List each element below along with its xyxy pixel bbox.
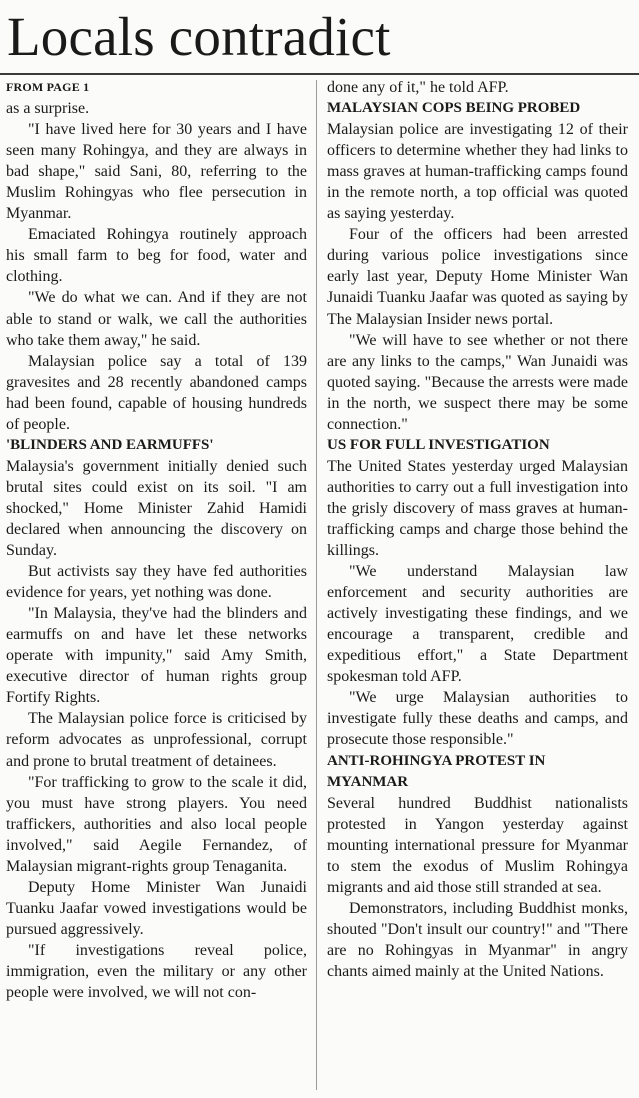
right-column [327,77,628,982]
right-paragraph: "We urge Malaysian authorities to investigate fully these deaths and camps, and prosecute those responsible." [327,689,628,749]
left-paragraph: Deputy Home Minister Wan Junaidi Tuanku Jaafar vowed investigations would be pursued aggressively. [6,878,307,938]
right-paragraph: "We will have to see whether or not there are any links to the camps," Wan Junaidi was quoted saying. "Because the arrests were made in the north, we suspect there may be some connection." [327,331,628,433]
right-subhead: ANTI-ROHINGYA PROTEST IN MYANMAR [327,752,546,790]
right-paragraph: Demonstrators, including Buddhist monks, shouted "Don't insult our country!" and "There are no Rohingyas in Myanmar" in angry chants aimed mainly at the United Nations. [327,899,628,980]
right-paragraph: Four of the officers had been arrested during various police investigations since early last year, Deputy Home Minister Wan Junaidi Tuanku Jaafar was quoted as saying by The Malaysian Insider news portal. [327,226,628,328]
left-paragraph: "For trafficking to grow to the scale it did, you must have strong players. You need traffickers, authorities and also local people involved," said Aegile Fernandez, of Malaysian migrant-rights group Tenaganita. [6,773,307,875]
left-paragraph: "If investigations reveal police, immigration, even the military or any other people were involved, we will not con- [6,941,307,1002]
left-paragraph: as a surprise. [6,100,90,118]
left-paragraph: Malaysia's government initially denied such brutal sites could exist on its soil. "I am shocked," Home Minister Zahid Hamidi declared when announcing the discovery on Sunday. [6,457,307,560]
left-paragraph: But activists say they have fed authorities evidence for years, yet nothing was done. [6,563,307,602]
kicker: FROM PAGE 1 [6,80,90,94]
left-column [6,77,307,1003]
left-column-body [6,98,307,1003]
headline: Locals contradict [7,6,391,67]
right-paragraph: done any of it," he told AFP. [327,79,509,96]
left-paragraph: "I have lived here for 30 years and I have seen many Rohingya, and they are always in bad shape," said Sani, 80, referring to the Muslim Rohingyas who flee persecution in Myanmar. [6,121,307,223]
left-paragraph: Malaysian police say a total of 139 gravesites and 28 recently abandoned camps had been found, capable of housing hundreds of people. [6,352,307,433]
right-subhead: MALAYSIAN COPS BEING PROBED [327,100,581,117]
right-column-body [327,77,628,982]
left-paragraph: The Malaysian police force is criticised by reform advocates as unprofessional, corrupt and prone to brutal treatment of detainees. [6,710,307,770]
left-paragraph: "In Malaysia, they've had the blinders and earmuffs on and have let these networks operate with impunity," said Amy Smith, executive director of human rights group Fortify Rights. [6,605,307,707]
right-subhead: US FOR FULL INVESTIGATION [327,436,550,453]
headline-rule [0,73,639,75]
column-divider [316,80,317,1090]
right-paragraph: The United States yesterday urged Malaysian authorities to carry out a full investigation into the grisly discovery of mass graves at human-trafficking camps and charge those behind the killings. [327,457,628,560]
right-paragraph: Several hundred Buddhist nationalists protested in Yangon yesterday against mounting international pressure for Myanmar to stem the exodus of Muslim Rohingya migrants and aid those still stranded at sea. [327,794,628,896]
left-subhead: 'BLINDERS AND EARMUFFS' [6,436,214,453]
right-paragraph: Malaysian police are investigating 12 of their officers to determine whether they had links to mass graves at human-trafficking camps found in the remote north, a top official was quoted as saying yesterday. [327,121,628,223]
left-paragraph: "We do what we can. And if they are not able to stand or walk, we call the authorities who take them away," he said. [6,289,307,349]
right-paragraph: "We understand Malaysian law enforcement and security authorities are actively investigating these findings, and we encourage a transparent, credible and expeditious effort," a State Department spokesman told AFP. [327,563,628,686]
left-paragraph: Emaciated Rohingya routinely approach his small farm to beg for food, water and clothing. [6,226,307,286]
